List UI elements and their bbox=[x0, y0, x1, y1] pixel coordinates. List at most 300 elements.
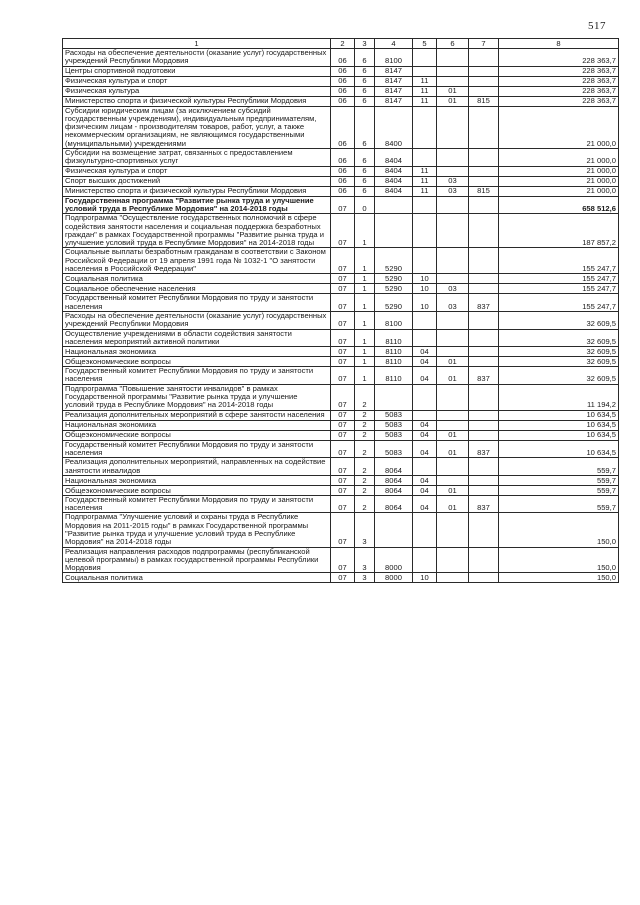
code-subsection bbox=[437, 214, 469, 248]
row-name: Спорт высших достижений bbox=[63, 176, 331, 186]
table-row bbox=[63, 495, 619, 513]
budget-table bbox=[62, 38, 619, 583]
table-body bbox=[63, 49, 619, 583]
code-program: 07 bbox=[331, 357, 355, 367]
row-amount: 155 247,7 bbox=[499, 248, 619, 274]
code-subprogram: 1 bbox=[355, 214, 375, 248]
code-ministry bbox=[469, 384, 499, 410]
code-program: 06 bbox=[331, 86, 355, 96]
row-amount: 150,0 bbox=[499, 573, 619, 583]
code-subprogram: 6 bbox=[355, 66, 375, 76]
code-ministry: 815 bbox=[469, 96, 499, 106]
code-section bbox=[413, 329, 437, 347]
code-expense bbox=[375, 513, 413, 547]
code-expense: 8404 bbox=[375, 176, 413, 186]
code-ministry bbox=[469, 458, 499, 476]
table-row bbox=[63, 458, 619, 476]
row-name: Социальная политика bbox=[63, 573, 331, 583]
code-section: 04 bbox=[413, 357, 437, 367]
code-program: 07 bbox=[331, 430, 355, 440]
code-subsection: 01 bbox=[437, 440, 469, 458]
code-section bbox=[413, 106, 437, 148]
code-subsection bbox=[437, 573, 469, 583]
code-expense: 8064 bbox=[375, 475, 413, 485]
code-expense: 5290 bbox=[375, 284, 413, 294]
row-name: Физическая культура bbox=[63, 86, 331, 96]
code-subsection: 01 bbox=[437, 357, 469, 367]
code-section: 11 bbox=[413, 186, 437, 196]
table-row bbox=[63, 176, 619, 186]
code-subprogram: 1 bbox=[355, 294, 375, 312]
code-ministry bbox=[469, 176, 499, 186]
row-name: Государственный комитет Республики Мордовия по труду и занятости населения bbox=[63, 294, 331, 312]
row-amount: 21 000,0 bbox=[499, 149, 619, 167]
code-ministry bbox=[469, 284, 499, 294]
code-subsection: 01 bbox=[437, 430, 469, 440]
code-expense: 5083 bbox=[375, 420, 413, 430]
table-row bbox=[63, 284, 619, 294]
code-subprogram: 2 bbox=[355, 458, 375, 476]
row-amount: 32 609,5 bbox=[499, 347, 619, 357]
row-amount: 32 609,5 bbox=[499, 329, 619, 347]
code-subsection bbox=[437, 547, 469, 573]
table-row bbox=[63, 149, 619, 167]
row-amount: 228 363,7 bbox=[499, 76, 619, 86]
code-program: 07 bbox=[331, 440, 355, 458]
table-row bbox=[63, 347, 619, 357]
code-expense: 8404 bbox=[375, 166, 413, 176]
row-name: Подпрограмма "Повышение занятости инвалидов" в рамках Государственной программы "Развитие рынка труда и улучшение условий труда в Республике Мордовия" на 2014-2018 годы bbox=[63, 384, 331, 410]
code-program: 06 bbox=[331, 176, 355, 186]
code-subprogram: 3 bbox=[355, 547, 375, 573]
code-expense: 5083 bbox=[375, 430, 413, 440]
code-ministry bbox=[469, 430, 499, 440]
code-subprogram: 1 bbox=[355, 347, 375, 357]
code-section: 10 bbox=[413, 274, 437, 284]
row-name: Социальные выплаты безработным гражданам в соответствии с Законом Российской Федерации от 19 апреля 1991 года № 1032-1 "О занятости населения в Российской Федерации" bbox=[63, 248, 331, 274]
code-subprogram: 6 bbox=[355, 96, 375, 106]
code-section bbox=[413, 384, 437, 410]
code-subsection bbox=[437, 248, 469, 274]
code-subsection: 01 bbox=[437, 367, 469, 385]
row-name: Национальная экономика bbox=[63, 420, 331, 430]
code-subsection: 01 bbox=[437, 495, 469, 513]
code-ministry bbox=[469, 149, 499, 167]
code-subsection bbox=[437, 311, 469, 329]
code-program: 07 bbox=[331, 513, 355, 547]
code-subsection bbox=[437, 49, 469, 67]
code-ministry bbox=[469, 196, 499, 214]
code-program: 06 bbox=[331, 96, 355, 106]
code-program: 06 bbox=[331, 76, 355, 86]
code-program: 07 bbox=[331, 384, 355, 410]
code-program: 07 bbox=[331, 196, 355, 214]
code-program: 07 bbox=[331, 367, 355, 385]
table-row bbox=[63, 214, 619, 248]
table-row bbox=[63, 76, 619, 86]
code-expense: 8064 bbox=[375, 458, 413, 476]
table-row bbox=[63, 430, 619, 440]
code-section: 11 bbox=[413, 76, 437, 86]
row-amount: 21 000,0 bbox=[499, 166, 619, 176]
code-subprogram: 6 bbox=[355, 166, 375, 176]
code-expense bbox=[375, 214, 413, 248]
code-subprogram: 1 bbox=[355, 367, 375, 385]
table-row bbox=[63, 166, 619, 176]
table-row bbox=[63, 485, 619, 495]
code-section bbox=[413, 458, 437, 476]
code-ministry bbox=[469, 475, 499, 485]
code-ministry bbox=[469, 214, 499, 248]
code-ministry bbox=[469, 166, 499, 176]
row-name: Государственный комитет Республики Мордовия по труду и занятости населения bbox=[63, 495, 331, 513]
code-program: 07 bbox=[331, 410, 355, 420]
row-amount: 32 609,5 bbox=[499, 357, 619, 367]
code-section: 04 bbox=[413, 440, 437, 458]
code-expense: 8100 bbox=[375, 49, 413, 67]
code-section: 10 bbox=[413, 294, 437, 312]
code-subprogram: 6 bbox=[355, 49, 375, 67]
code-program: 07 bbox=[331, 294, 355, 312]
code-subsection: 03 bbox=[437, 284, 469, 294]
row-amount: 658 512,6 bbox=[499, 196, 619, 214]
row-amount: 228 363,7 bbox=[499, 86, 619, 96]
code-expense bbox=[375, 384, 413, 410]
row-name: Национальная экономика bbox=[63, 347, 331, 357]
code-subsection: 03 bbox=[437, 186, 469, 196]
code-program: 07 bbox=[331, 547, 355, 573]
code-program: 07 bbox=[331, 495, 355, 513]
code-subsection bbox=[437, 384, 469, 410]
code-program: 06 bbox=[331, 66, 355, 76]
code-expense: 8110 bbox=[375, 367, 413, 385]
code-subsection bbox=[437, 410, 469, 420]
code-subprogram: 6 bbox=[355, 86, 375, 96]
row-name: Общеэкономические вопросы bbox=[63, 485, 331, 495]
code-expense: 5083 bbox=[375, 440, 413, 458]
code-expense: 8064 bbox=[375, 495, 413, 513]
code-expense: 8110 bbox=[375, 329, 413, 347]
code-subprogram: 6 bbox=[355, 76, 375, 86]
table-row bbox=[63, 367, 619, 385]
code-section: 04 bbox=[413, 347, 437, 357]
code-subprogram: 1 bbox=[355, 248, 375, 274]
code-subsection bbox=[437, 196, 469, 214]
table-row bbox=[63, 573, 619, 583]
table-row bbox=[63, 329, 619, 347]
row-name: Министерство спорта и физической культуры Республики Мордовия bbox=[63, 186, 331, 196]
column-header: 3 bbox=[355, 39, 375, 49]
code-expense: 8100 bbox=[375, 311, 413, 329]
code-subprogram: 6 bbox=[355, 176, 375, 186]
code-subsection bbox=[437, 347, 469, 357]
code-subsection: 01 bbox=[437, 86, 469, 96]
code-section: 11 bbox=[413, 86, 437, 96]
code-expense: 8000 bbox=[375, 547, 413, 573]
row-amount: 10 634,5 bbox=[499, 430, 619, 440]
code-subsection bbox=[437, 106, 469, 148]
code-ministry bbox=[469, 347, 499, 357]
row-name: Подпрограмма "Осуществление государственных полномочий в сфере содействия занятости населения и социальная поддержка безработных граждан" в рамках Государственной программы "Развитие рынка труда и улучшение условий труда в Республике Мордовия" на 2014-2018 годы bbox=[63, 214, 331, 248]
row-name: Социальное обеспечение населения bbox=[63, 284, 331, 294]
code-program: 06 bbox=[331, 186, 355, 196]
code-program: 07 bbox=[331, 485, 355, 495]
code-section bbox=[413, 214, 437, 248]
code-section bbox=[413, 547, 437, 573]
code-ministry bbox=[469, 66, 499, 76]
row-name: Реализация дополнительных мероприятий, направленных на содействие занятости инвалидов bbox=[63, 458, 331, 476]
code-expense: 8110 bbox=[375, 357, 413, 367]
table-row bbox=[63, 311, 619, 329]
table-row bbox=[63, 440, 619, 458]
code-subprogram: 1 bbox=[355, 311, 375, 329]
table-row bbox=[63, 66, 619, 76]
code-section bbox=[413, 410, 437, 420]
code-section bbox=[413, 196, 437, 214]
row-name: Государственный комитет Республики Мордовия по труду и занятости населения bbox=[63, 367, 331, 385]
code-program: 06 bbox=[331, 149, 355, 167]
code-subprogram: 2 bbox=[355, 485, 375, 495]
code-subsection: 01 bbox=[437, 485, 469, 495]
table-row bbox=[63, 49, 619, 67]
code-ministry bbox=[469, 76, 499, 86]
code-section: 11 bbox=[413, 166, 437, 176]
code-subprogram: 2 bbox=[355, 430, 375, 440]
code-ministry bbox=[469, 311, 499, 329]
row-amount: 187 857,2 bbox=[499, 214, 619, 248]
table-row bbox=[63, 384, 619, 410]
code-ministry bbox=[469, 49, 499, 67]
column-header: 5 bbox=[413, 39, 437, 49]
code-subprogram: 6 bbox=[355, 106, 375, 148]
row-amount: 559,7 bbox=[499, 495, 619, 513]
code-subsection bbox=[437, 274, 469, 284]
code-subprogram: 2 bbox=[355, 440, 375, 458]
code-subprogram: 2 bbox=[355, 475, 375, 485]
code-ministry: 837 bbox=[469, 440, 499, 458]
row-name: Субсидии на возмещение затрат, связанных с предоставлением физкультурно-спортивных услуг bbox=[63, 149, 331, 167]
code-subsection bbox=[437, 513, 469, 547]
table-row bbox=[63, 513, 619, 547]
table-row bbox=[63, 96, 619, 106]
row-amount: 10 634,5 bbox=[499, 420, 619, 430]
column-header: 2 bbox=[331, 39, 355, 49]
code-subprogram: 2 bbox=[355, 420, 375, 430]
code-program: 07 bbox=[331, 573, 355, 583]
row-name: Общеэкономические вопросы bbox=[63, 357, 331, 367]
table-row bbox=[63, 248, 619, 274]
row-amount: 10 634,5 bbox=[499, 410, 619, 420]
code-ministry bbox=[469, 329, 499, 347]
code-section: 04 bbox=[413, 495, 437, 513]
table-row bbox=[63, 475, 619, 485]
code-subprogram: 2 bbox=[355, 384, 375, 410]
row-name: Подпрограмма "Улучшение условий и охраны труда в Республике Мордовия на 2011-2015 годы" в рамках Государственной программы "Развитие рынка труда и улучшение условий труда в Республике Мордовия" на 2014-2018 годы bbox=[63, 513, 331, 547]
table-row bbox=[63, 357, 619, 367]
row-amount: 21 000,0 bbox=[499, 186, 619, 196]
code-ministry bbox=[469, 410, 499, 420]
row-name: Осуществление учреждениями в области содействия занятости населения мероприятий активной политики bbox=[63, 329, 331, 347]
code-expense: 8147 bbox=[375, 86, 413, 96]
column-header: 1 bbox=[63, 39, 331, 49]
table-row bbox=[63, 106, 619, 148]
code-subprogram: 1 bbox=[355, 284, 375, 294]
code-expense: 5083 bbox=[375, 410, 413, 420]
row-name: Министерство спорта и физической культуры Республики Мордовия bbox=[63, 96, 331, 106]
code-section: 11 bbox=[413, 96, 437, 106]
code-ministry: 837 bbox=[469, 367, 499, 385]
row-amount: 228 363,7 bbox=[499, 96, 619, 106]
code-expense: 8110 bbox=[375, 347, 413, 357]
code-program: 06 bbox=[331, 166, 355, 176]
code-section bbox=[413, 513, 437, 547]
code-expense: 8147 bbox=[375, 96, 413, 106]
code-program: 06 bbox=[331, 49, 355, 67]
code-subsection bbox=[437, 475, 469, 485]
code-expense: 5290 bbox=[375, 294, 413, 312]
row-amount: 21 000,0 bbox=[499, 176, 619, 186]
column-header: 4 bbox=[375, 39, 413, 49]
column-header: 6 bbox=[437, 39, 469, 49]
code-subprogram: 6 bbox=[355, 149, 375, 167]
code-expense: 8404 bbox=[375, 149, 413, 167]
code-expense: 8147 bbox=[375, 76, 413, 86]
row-name: Общеэкономические вопросы bbox=[63, 430, 331, 440]
code-program: 06 bbox=[331, 106, 355, 148]
table-row bbox=[63, 410, 619, 420]
code-program: 07 bbox=[331, 347, 355, 357]
row-amount: 228 363,7 bbox=[499, 49, 619, 67]
code-program: 07 bbox=[331, 458, 355, 476]
table-row bbox=[63, 420, 619, 430]
row-amount: 32 609,5 bbox=[499, 311, 619, 329]
row-name: Центры спортивной подготовки bbox=[63, 66, 331, 76]
code-subprogram: 1 bbox=[355, 357, 375, 367]
code-ministry bbox=[469, 86, 499, 96]
code-program: 07 bbox=[331, 329, 355, 347]
code-section: 04 bbox=[413, 430, 437, 440]
code-section: 04 bbox=[413, 475, 437, 485]
code-subsection: 03 bbox=[437, 176, 469, 186]
row-name: Государственный комитет Республики Мордовия по труду и занятости населения bbox=[63, 440, 331, 458]
code-ministry bbox=[469, 274, 499, 284]
row-amount: 155 247,7 bbox=[499, 274, 619, 284]
column-header: 7 bbox=[469, 39, 499, 49]
code-section: 04 bbox=[413, 367, 437, 385]
row-amount: 10 634,5 bbox=[499, 440, 619, 458]
code-program: 07 bbox=[331, 274, 355, 284]
code-program: 07 bbox=[331, 475, 355, 485]
row-name: Реализация дополнительных мероприятий в сфере занятости населения bbox=[63, 410, 331, 420]
row-name: Социальная политика bbox=[63, 274, 331, 284]
row-amount: 150,0 bbox=[499, 513, 619, 547]
row-amount: 21 000,0 bbox=[499, 106, 619, 148]
row-amount: 559,7 bbox=[499, 458, 619, 476]
code-ministry bbox=[469, 547, 499, 573]
code-ministry: 837 bbox=[469, 294, 499, 312]
code-subprogram: 2 bbox=[355, 495, 375, 513]
code-subsection: 01 bbox=[437, 96, 469, 106]
row-name: Государственная программа "Развитие рынка труда и улучшение условий труда в Республике Мордовия" на 2014-2018 годы bbox=[63, 196, 331, 214]
row-name: Расходы на обеспечение деятельности (оказание услуг) государственных учреждений Республики Мордовия bbox=[63, 311, 331, 329]
table-row bbox=[63, 274, 619, 284]
row-name: Физическая культура и спорт bbox=[63, 76, 331, 86]
code-ministry bbox=[469, 248, 499, 274]
code-subprogram: 1 bbox=[355, 274, 375, 284]
code-subprogram: 3 bbox=[355, 573, 375, 583]
code-subprogram: 2 bbox=[355, 410, 375, 420]
table-row bbox=[63, 196, 619, 214]
code-subprogram: 0 bbox=[355, 196, 375, 214]
code-expense: 8400 bbox=[375, 106, 413, 148]
code-section bbox=[413, 66, 437, 76]
code-program: 07 bbox=[331, 214, 355, 248]
code-ministry bbox=[469, 106, 499, 148]
code-ministry bbox=[469, 357, 499, 367]
code-subsection bbox=[437, 76, 469, 86]
row-name: Национальная экономика bbox=[63, 475, 331, 485]
code-ministry bbox=[469, 573, 499, 583]
code-subsection bbox=[437, 329, 469, 347]
row-amount: 32 609,5 bbox=[499, 367, 619, 385]
code-section: 04 bbox=[413, 420, 437, 430]
code-subsection bbox=[437, 149, 469, 167]
code-section: 10 bbox=[413, 573, 437, 583]
row-name: Расходы на обеспечение деятельности (оказание услуг) государственных учреждений Республики Мордовия bbox=[63, 49, 331, 67]
code-program: 07 bbox=[331, 248, 355, 274]
code-expense: 8147 bbox=[375, 66, 413, 76]
row-name: Физическая культура и спорт bbox=[63, 166, 331, 176]
code-subsection bbox=[437, 166, 469, 176]
row-amount: 11 194,2 bbox=[499, 384, 619, 410]
code-section bbox=[413, 248, 437, 274]
row-amount: 559,7 bbox=[499, 485, 619, 495]
code-program: 07 bbox=[331, 284, 355, 294]
code-subsection bbox=[437, 458, 469, 476]
code-section bbox=[413, 49, 437, 67]
row-name: Реализация направления расходов подпрограммы (республиканской целевой программы) в рамках государственной программы Республики Мордовия bbox=[63, 547, 331, 573]
code-subsection bbox=[437, 66, 469, 76]
code-ministry bbox=[469, 420, 499, 430]
code-expense: 5290 bbox=[375, 274, 413, 284]
code-subprogram: 1 bbox=[355, 329, 375, 347]
code-expense: 8404 bbox=[375, 186, 413, 196]
row-amount: 228 363,7 bbox=[499, 66, 619, 76]
code-program: 07 bbox=[331, 311, 355, 329]
code-ministry bbox=[469, 485, 499, 495]
code-subsection bbox=[437, 420, 469, 430]
code-subprogram: 6 bbox=[355, 186, 375, 196]
row-name: Субсидии юридическим лицам (за исключением субсидий государственным учреждениям), индивидуальным предпринимателям, физическим лицам - производителям товаров, работ, услуг, а также некоммерческим организациям, не являющимся государственными (муниципальными) учреждениями bbox=[63, 106, 331, 148]
code-ministry bbox=[469, 513, 499, 547]
table-row bbox=[63, 547, 619, 573]
code-section: 04 bbox=[413, 485, 437, 495]
code-expense bbox=[375, 196, 413, 214]
code-section: 11 bbox=[413, 176, 437, 186]
code-section bbox=[413, 149, 437, 167]
code-ministry: 815 bbox=[469, 186, 499, 196]
row-amount: 155 247,7 bbox=[499, 294, 619, 312]
code-section bbox=[413, 311, 437, 329]
row-amount: 150,0 bbox=[499, 547, 619, 573]
row-amount: 559,7 bbox=[499, 475, 619, 485]
code-expense: 8064 bbox=[375, 485, 413, 495]
header-row bbox=[63, 39, 619, 49]
row-amount: 155 247,7 bbox=[499, 284, 619, 294]
page-number: 517 bbox=[588, 20, 606, 32]
table-row bbox=[63, 294, 619, 312]
code-subsection: 03 bbox=[437, 294, 469, 312]
